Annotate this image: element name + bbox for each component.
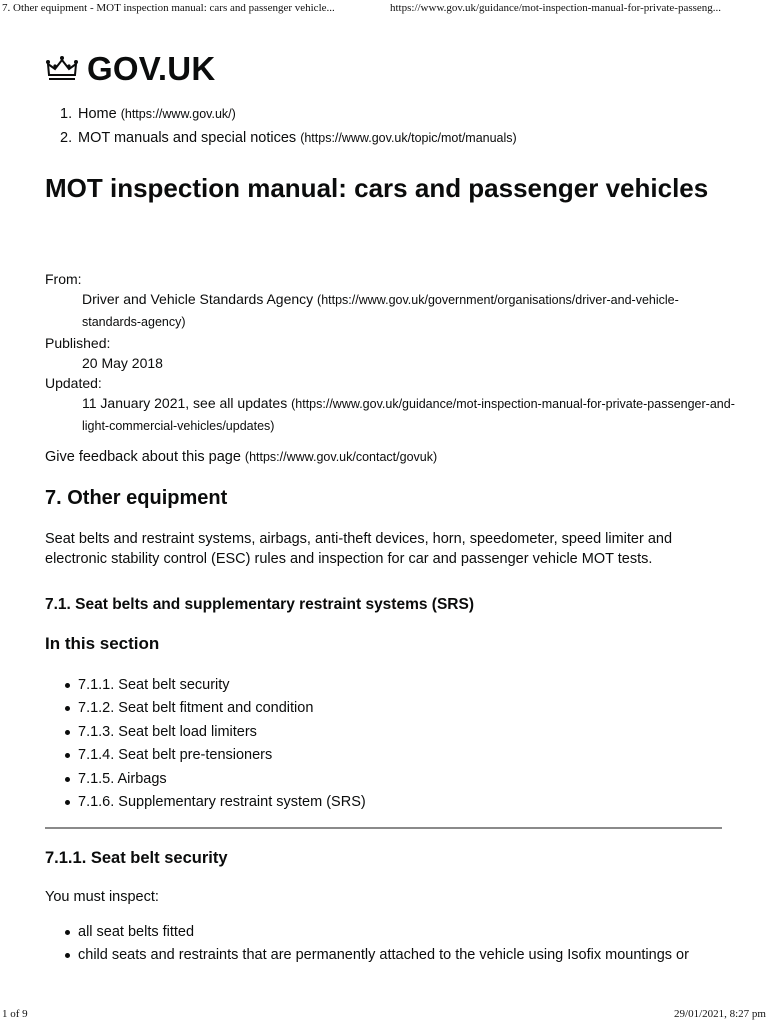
feedback-label[interactable]: Give feedback about this page [45, 449, 241, 465]
feedback-link[interactable] [45, 446, 437, 468]
print-page-url: https://www.gov.uk/guidance/mot-inspection-manual-for-private-passeng... [390, 2, 722, 14]
breadcrumb [60, 104, 517, 152]
updated-label: Updated: [45, 375, 102, 391]
contents-item[interactable]: 7.1.2. Seat belt fitment and condition [60, 697, 366, 720]
sub-section-heading: 7.1.1. Seat belt security [45, 849, 228, 867]
metadata [45, 269, 735, 437]
inspection-list [60, 921, 740, 968]
crown-icon [45, 55, 79, 83]
logo-text: GOV.UK [87, 50, 216, 87]
from-value [45, 289, 735, 333]
list-item: child seats and restraints that are permanently attached to the vehicle using Isofix mountings or [60, 944, 740, 967]
updated-value [45, 393, 735, 437]
published-label: Published: [45, 335, 111, 351]
print-footer [0, 1008, 768, 1024]
breadcrumb-number: 2. [60, 130, 73, 146]
print-date: 29/01/2021, 8:27 pm [674, 1008, 766, 1020]
section-intro: Seat belts and restraint systems, airbags, anti-theft devices, horn, speedometer, speed limiter and electronic stability control (ESC) rules and inspection for car and passenger vehicle MOT tests. [45, 531, 673, 567]
in-this-section-heading: In this section [45, 634, 160, 653]
print-header [0, 2, 768, 18]
list-item: all seat belts fitted [60, 921, 740, 944]
section-divider [45, 827, 722, 829]
section-heading: 7. Other equipment [45, 487, 228, 509]
page-title: MOT inspection manual: cars and passenger vehicles [45, 173, 709, 203]
breadcrumb-item-mot-manuals[interactable] [60, 128, 517, 152]
contents-item[interactable]: 7.1.4. Seat belt pre-tensioners [60, 744, 366, 767]
from-label: From: [45, 271, 82, 287]
section-contents-list [60, 674, 366, 814]
breadcrumb-label[interactable]: Home [78, 106, 117, 122]
breadcrumb-number: 1. [60, 106, 73, 122]
organisation-link[interactable]: Driver and Vehicle Standards Agency [82, 291, 314, 307]
feedback-url: (https://www.gov.uk/contact/govuk) [244, 450, 438, 464]
print-page-title: 7. Other equipment - MOT inspection manual: cars and passenger vehicle... [2, 2, 335, 14]
breadcrumb-item-home[interactable] [60, 104, 517, 128]
see-all-updates-link[interactable]: 11 January 2021, see all updates [82, 395, 288, 411]
govuk-logo[interactable] [45, 50, 215, 88]
breadcrumb-label[interactable]: MOT manuals and special notices [78, 130, 297, 146]
subsection-heading: 7.1. Seat belts and supplementary restraint systems (SRS) [45, 596, 474, 613]
organisation-url: (https://www.gov.uk/government/organisations/driver-and-vehicle-standards-agency) [82, 293, 679, 329]
must-inspect-text: You must inspect: [45, 889, 159, 905]
contents-item[interactable]: 7.1.3. Seat belt load limiters [60, 721, 366, 744]
page-count: 1 of 9 [2, 1008, 28, 1020]
contents-item[interactable]: 7.1.5. Airbags [60, 768, 366, 791]
contents-item[interactable]: 7.1.6. Supplementary restraint system (SRS) [60, 791, 366, 814]
breadcrumb-url: (https://www.gov.uk/topic/mot/manuals) [300, 131, 517, 145]
published-date: 20 May 2018 [82, 355, 163, 371]
contents-item[interactable]: 7.1.1. Seat belt security [60, 674, 366, 697]
updates-url: (https://www.gov.uk/guidance/mot-inspection-manual-for-private-passenger-and-light-commercial-vehicles/updates) [82, 397, 735, 433]
breadcrumb-url: (https://www.gov.uk/) [120, 107, 236, 121]
